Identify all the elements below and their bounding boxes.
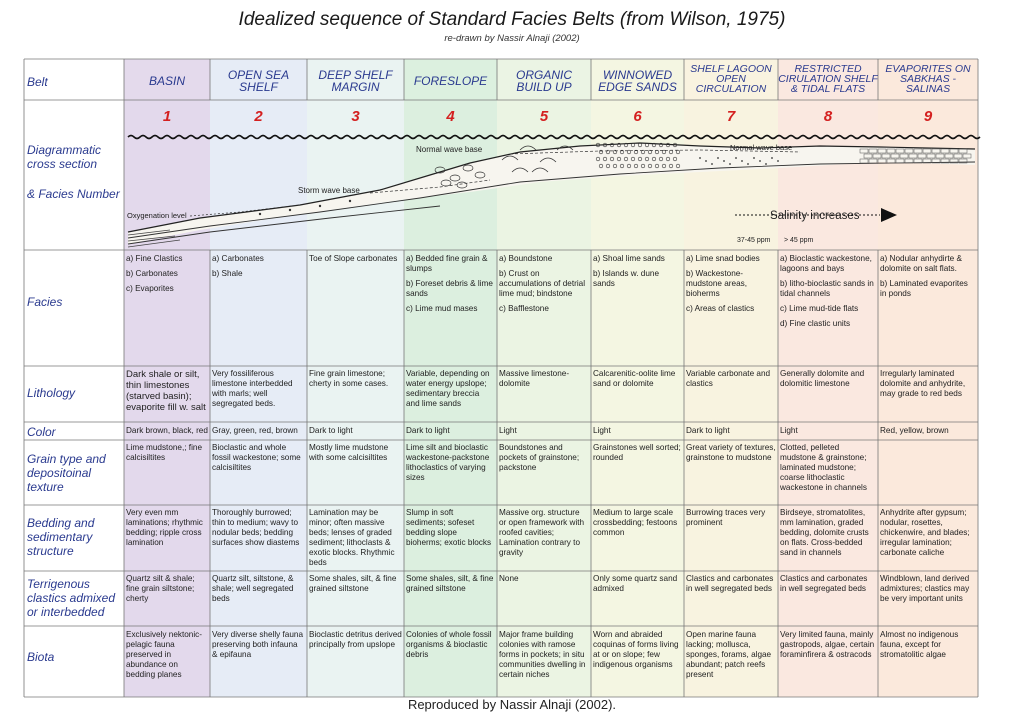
facies-item: b) Islands w. dune sands (593, 269, 659, 288)
lagoon-grain (753, 157, 755, 159)
lagoon-grain (765, 163, 767, 165)
color-cell: Light (780, 426, 798, 435)
biota-cell: Exclusively nektonic-pelagic fauna preserved in abundance on bedding planes (126, 630, 202, 679)
lithology-cell: Fine grain limestone; cherty in some cases. (309, 369, 389, 388)
bedding-cell: Anhydrite after gypsum; nodular, rosettes, chickenwire, and blades; irregular lamination; carbonate caliche (880, 508, 970, 557)
lithology-cell: Dark shale or silt, thin limestones (starved basin); evaporite fill w. salt (126, 369, 206, 413)
facies-cell (210, 252, 307, 366)
facies-item: d) Fine clastic units (780, 319, 851, 328)
row-label-color: Color (27, 425, 56, 439)
belt-name-4: FORESLOPE (413, 74, 488, 88)
belt-name-8: RESTRICTED CIRULATION SHELF & TIDAL FLATS (778, 63, 878, 95)
terrigenous-cell: Clastics and carbonates in well segregated beds (780, 574, 868, 593)
grain-type-cell: Boundstones and pockets of grainstone; packstone (499, 443, 580, 472)
bedding-cell: Slump in soft sediments; sofeset bedding slope bioherms; exotic blocks (406, 508, 492, 547)
facies-number-1: 1 (162, 108, 172, 125)
terrigenous-cell: Quartz silt & shale; fine grain siltstone; cherty (126, 574, 195, 603)
lagoon-grain (723, 160, 725, 162)
terrigenous-cell: Windblown, land derived admixtures; clastics may be very important units (880, 574, 970, 603)
row-label-belt: Belt (27, 75, 48, 89)
lithology-cell: Variable carbonate and clastics (686, 369, 771, 388)
row-label-terrigenous: Terrigenous clastics admixed or interbedded (27, 577, 116, 619)
biota-cell: Bioclastic detritus derived principally from upslope (309, 630, 402, 649)
row-label-facies: Facies (27, 295, 63, 309)
terrigenous-cell: Only some quartz sand admixed (593, 574, 678, 593)
terrigenous-cell: Clastics and carbonates in well segregated beds (686, 574, 774, 593)
terrigenous-cell: Some shales, silt, & fine grained siltstone (309, 574, 397, 593)
facies-item: b) Laminated evaporites in ponds (880, 279, 968, 298)
facies-item: b) Carbonates (126, 269, 178, 278)
facies-number-8: 8 (823, 108, 833, 125)
lagoon-grain (711, 163, 713, 165)
row-label-biota: Biota (27, 650, 55, 664)
belt-name-9: EVAPORITES ON SABKHAS - SALINAS (885, 63, 971, 95)
biota-cell: Major frame building colonies with ramose forms in pockets; in situ communities dwelling in certain niches (499, 630, 586, 679)
terrigenous-cell: None (499, 574, 519, 583)
facies-item: a) Fine Clastics (126, 254, 183, 263)
biota-cell: Almost no indigenous fauna, except for stromatolitic algae (880, 630, 959, 659)
belt-name-6: WINNOWED EDGE SANDS (598, 68, 677, 94)
color-cell: Dark to light (686, 426, 730, 435)
grain-type-cell (878, 441, 978, 505)
color-cell: Gray, green, red, brown (212, 426, 298, 435)
facies-item: a) Carbonates (212, 254, 264, 263)
bedding-cell: Birdseye, stromatolites, mm lamination, graded bedding, dolomite crusts on flats. Cross-bedded sand in channels (780, 508, 869, 557)
lithology-cell: Very fossiliferous limestone interbedded with marls; well segregated beds. (212, 369, 293, 408)
chart-subtitle: re-drawn by Nassir Alnaji (2002) (444, 33, 580, 44)
color-cell: Light (499, 426, 517, 435)
color-cell: Dark to light (309, 426, 353, 435)
facies-item: a) Boundstone (499, 254, 553, 263)
facies-number-6: 6 (633, 108, 642, 125)
lagoon-grain (699, 157, 701, 159)
facies-item: b) litho-bioclastic sands in tidal channels (780, 279, 874, 298)
bedding-cell: Very even mm laminations; rhythmic bedding; ripple cross lamination (126, 508, 203, 547)
facies-cell (307, 252, 404, 366)
facies-item: c) Lime mud mases (406, 304, 478, 313)
bedding-cell: Massive org. structure or open framework with roofed cavities; Lamination contrary to gravity (499, 508, 585, 557)
lithology-cell: Massive limestone-dolomite (499, 369, 570, 388)
facies-item: a) Nodular anhydirte & dolomite on salt flats. (880, 254, 962, 273)
footer-credit: Reproduced by Nassir Alnaji (2002). (407, 697, 617, 712)
row-label-cross-section: Diagrammatic cross section (27, 143, 102, 171)
row-label-bedding: Bedding and sedimentary structure (27, 516, 95, 558)
biota-cell: Colonies of whole fossil organisms & bioclastic debris (406, 630, 492, 659)
facies-item: c) Areas of clastics (686, 304, 755, 313)
belt-name-1: BASIN (148, 74, 185, 88)
biota-cell: Open marine fauna lacking; mollusca, sponges, forams, algae abundant; patch reefs present (686, 630, 772, 679)
color-cell: Dark to light (406, 426, 450, 435)
row-label-lithology: Lithology (27, 386, 76, 400)
facies-number-7: 7 (726, 108, 736, 125)
facies-item: a) Shoal lime sands (593, 254, 665, 263)
facies-item: b) Crust on accumulations of detrial lime mud; bindstone (499, 269, 586, 298)
salinity-ppm-label: 37-45 ppm (737, 237, 771, 244)
grain-type-cell: Mostly lime mudstone with some calcisiltites (309, 443, 389, 462)
lithology-cell: Generally dolomite and dolomitic limestone (780, 369, 865, 388)
facies-cell (878, 252, 978, 366)
grain-type-cell: Lime mudstone,; fine calcisiltites (126, 443, 203, 462)
lagoon-grain (735, 157, 737, 159)
grain-type-cell: Lime silt and bioclastic wackestone-packstone lithoclastics of varying sizes (406, 443, 490, 482)
facies-cell (591, 252, 684, 366)
row-label-facies-number: & Facies Number (27, 187, 120, 201)
fossil-mark (289, 209, 291, 211)
facies-item: a) Bioclastic wackestone, lagoons and bays (780, 254, 872, 273)
lagoon-grain (741, 160, 743, 162)
facies-item: b) Wackestone-mudstone areas, bioherms (686, 269, 747, 298)
color-cell: Red, yellow, brown (880, 426, 949, 435)
facies-cell (497, 252, 591, 366)
belt-name-2: OPEN SEA SHELF (227, 68, 290, 94)
normal-wave-base-label: Normal wave base (416, 145, 483, 154)
lagoon-grain (747, 163, 749, 165)
facies-item: c) Bafflestone (499, 304, 549, 313)
chart-title: Idealized sequence of Standard Facies Belts (from Wilson, 1975) (238, 9, 786, 30)
grain-type-cell: Grainstones well sorted; rounded (593, 443, 681, 462)
facies-item: b) Shale (212, 269, 243, 278)
lithology-cell: Variable, depending on water energy upslope; sedimentary breccia and lime sands (406, 369, 490, 408)
salinity-increases-label: Salinity increases (770, 210, 860, 222)
lagoon-grain (759, 160, 761, 162)
lagoon-grain (705, 160, 707, 162)
lagoon-grain (771, 157, 773, 159)
oxygenation-level-label: Oxygenation level (127, 211, 187, 220)
normal-wave-base-label: Normal wave base (730, 143, 793, 152)
facies-cell (684, 252, 778, 366)
facies-number-4: 4 (446, 108, 455, 125)
bedding-cell: Lamination may be minor; often massive beds; lenses of graded sediment; lithoclasts & exotic blocks. Rhythmic beds (309, 508, 395, 567)
terrigenous-cell: Some shales, silt, & fine grained siltstone (406, 574, 494, 593)
lagoon-grain (777, 160, 779, 162)
facies-item: a) Bedded fine grain & slumps (406, 254, 488, 273)
biota-cell: Worn and abraided coquinas of forms living at or on slope; few indigenous organisms (593, 630, 679, 669)
facies-item: c) Lime mud-tide flats (780, 304, 859, 313)
lagoon-grain (717, 157, 719, 159)
bedding-cell: Burrowing traces very prominent (686, 508, 766, 527)
lagoon-grain (729, 163, 731, 165)
facies-number-2: 2 (254, 108, 263, 125)
bedding-cell: Medium to large scale crossbedding; festoons common (593, 508, 678, 537)
fossil-mark (349, 200, 351, 202)
facies-cell (404, 252, 497, 366)
bedding-cell: Thoroughly burrowed; thin to medium; wavy to nodular beds; bedding surfaces show diastems (212, 508, 300, 547)
facies-cell (778, 252, 878, 366)
facies-number-5: 5 (539, 108, 549, 125)
facies-number-9: 9 (923, 108, 933, 125)
color-cell: Light (593, 426, 611, 435)
storm-wave-base-label: Storm wave base (298, 186, 360, 195)
fossil-mark (319, 205, 321, 207)
facies-item: c) Evaporites (126, 284, 174, 293)
grain-type-cell: Clotted, pelleted mudstone & grainstone; laminated mudstone; coarse lithoclastic wackestone in channels (780, 443, 867, 492)
grain-type-cell: Great variety of textures, grainstone to mudstone (686, 443, 776, 462)
grain-type-cell: Bioclastic and whole fossil wackestone; some calcisiltites (212, 443, 301, 472)
lithology-cell: Irregularly laminated dolomite and anhydrite, may grade to red beds (880, 369, 966, 398)
row-label-grain: Grain type and depositoinal texture (27, 452, 106, 494)
facies-cell (124, 252, 210, 366)
fossil-mark (259, 213, 261, 215)
terrigenous-cell: Quartz silt, siltstone, & shale; well segregated beds (212, 574, 294, 603)
salinity-ppm-label: > 45 ppm (784, 237, 814, 244)
biota-cell: Very diverse shelly fauna preserving both infauna & epifauna (212, 630, 304, 659)
belt-name-3: DEEP SHELF MARGIN (318, 68, 393, 94)
facies-item: b) Foreset debris & lime sands (406, 279, 493, 298)
biota-cell: Very limited fauna, mainly gastropods, algae, certain foraminfirera & ostracods (780, 630, 875, 659)
facies-number-3: 3 (351, 108, 360, 125)
lithology-cell: Calcarenitic-oolite lime sand or dolomite (593, 369, 676, 388)
belt-name-5: ORGANIC BUILD UP (515, 68, 572, 94)
color-cell: Dark brown, black, red (126, 426, 208, 435)
facies-item: a) Lime snad bodies (686, 254, 760, 263)
facies-item: Toe of Slope carbonates (309, 254, 398, 263)
belt-name-7: SHELF LAGOON OPEN CIRCULATION (690, 63, 772, 95)
